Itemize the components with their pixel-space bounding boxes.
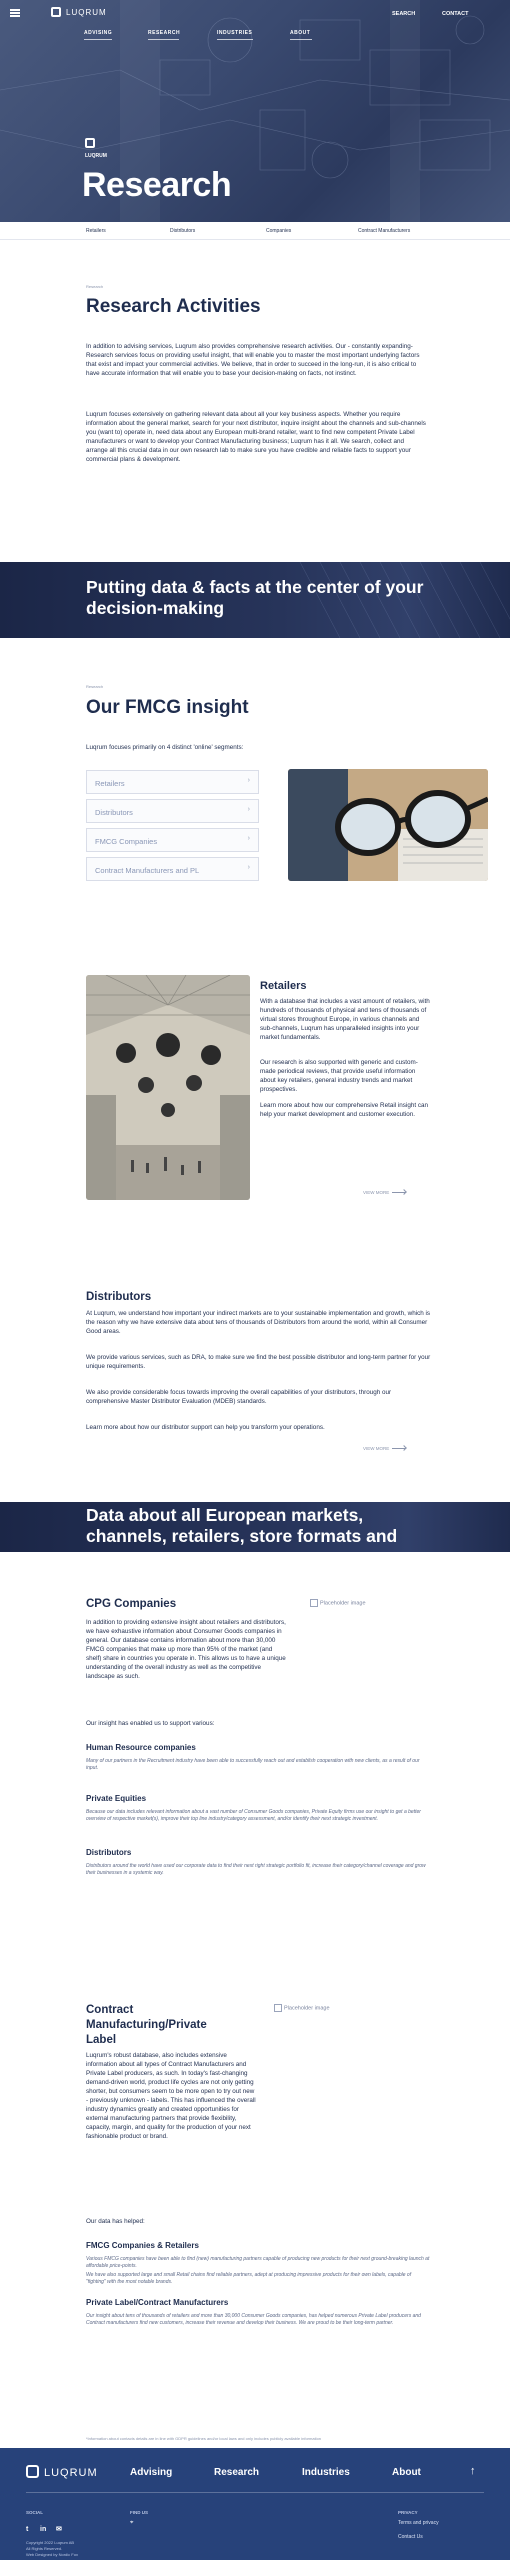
segment-distributors[interactable] xyxy=(86,799,259,823)
hero-banner xyxy=(0,0,510,222)
nav-advising[interactable]: ADVISING xyxy=(84,30,113,36)
email-icon[interactable]: ✉ xyxy=(56,2526,62,2533)
segment-contract-manufacturers-label: Contract Manufacturers and PL xyxy=(95,866,200,875)
distributors-title: Distributors xyxy=(86,1291,152,1303)
distributors-view-more-label: VIEW MORE xyxy=(363,1446,390,1451)
hamburger-menu-icon[interactable] xyxy=(10,9,20,17)
cpg-paragraph-2: Our insight has enabled us to support various: xyxy=(86,1720,215,1727)
chevron-right-icon: › xyxy=(247,806,250,813)
quote-band-title: Putting data & facts at the center of your decision-making xyxy=(86,577,424,618)
nav-research-underline xyxy=(148,39,179,40)
footer-divider xyxy=(26,2492,484,2493)
page-title: Research xyxy=(82,166,232,204)
linkedin-icon[interactable]: in xyxy=(40,2526,47,2533)
subnav-distributors-label: Distributors xyxy=(170,228,196,234)
cpg-pe-heading: Private Equities xyxy=(86,1794,147,1803)
nav-research[interactable]: RESEARCH xyxy=(148,30,181,36)
cpg-hr-heading: Human Resource companies xyxy=(86,1743,196,1752)
glasses-illustration xyxy=(288,769,488,881)
scroll-to-top-icon[interactable]: ↑ xyxy=(470,2465,476,2477)
chevron-right-icon: › xyxy=(247,864,250,871)
cpg-title: CPG Companies xyxy=(86,1598,177,1610)
chevron-right-icon: › xyxy=(247,777,250,784)
search-link[interactable]: SEARCH xyxy=(392,11,416,17)
arrow-right-icon xyxy=(392,1192,406,1193)
hero-logo-icon xyxy=(85,138,95,148)
footer-contact-link[interactable]: Contact Us xyxy=(398,2534,423,2540)
retail-mall-photo xyxy=(86,975,250,1200)
cpg-paragraph-1: In addition to providing extensive insight about retailers and distributors, we have exhaustive information about Consumer Goods companies in general. Our database contains information about more than 30,000 FMCG companies that make up more than 95% of the market (and shelf) share in countries you operate in. This allows us to have a unique understanding of the overall industry as well as the competitive landscape as such. xyxy=(86,1619,286,1680)
subnav-retailers-label: Retailers xyxy=(86,228,106,234)
glasses-photo xyxy=(288,769,488,881)
nav-about[interactable]: ABOUT xyxy=(290,30,311,36)
cpg-hr-text: Many of our partners in the Recruitment industry have been able to successfully reach out and establish cooperation with new clients, as a result of our input. xyxy=(86,1758,420,1771)
retailers-title: Retailers xyxy=(260,980,307,992)
nav-about-underline xyxy=(290,39,312,40)
cpg-distributors-heading: Distributors xyxy=(86,1848,132,1857)
footer-nav-advising[interactable]: Advising xyxy=(130,2467,173,2478)
nav-industries-underline xyxy=(217,39,253,40)
site-footer xyxy=(0,2448,510,2560)
footer-credit[interactable]: Web Designed by Nordic Fox xyxy=(26,2552,78,2557)
subnav-companies-label: Companies xyxy=(266,228,292,234)
footer-nav-industries[interactable]: Industries xyxy=(302,2467,350,2478)
distributors-paragraph-4: Learn more about how our distributor support can help you transform your operations. xyxy=(86,1424,325,1431)
footer-privacy-label: PRIVACY xyxy=(398,2510,418,2515)
top-bar xyxy=(0,0,510,28)
segment-contract-manufacturers[interactable] xyxy=(86,857,259,881)
subnav-distributors[interactable] xyxy=(170,228,195,234)
segment-fmcg-companies[interactable] xyxy=(86,828,259,852)
contact-link[interactable]: CONTACT xyxy=(442,11,469,17)
fmcg-breadcrumb[interactable]: Research xyxy=(86,684,104,689)
distributors-paragraph-3: We also provide considerable focus towards improving the overall capabilities of your distributors, through our comprehensive Master Distributor Evaluation (MDEB) standards. xyxy=(86,1389,392,1405)
contract-pl-text: Our insight about tens of thousands of retailers and more than 30,000 Consumer Goods companies, has helped numerous Private Label producers and Contract manufacturers find new customers, increase their revenue and develop their business. We are proud to be their long-term partner. xyxy=(86,2313,421,2326)
footer-logo-icon[interactable] xyxy=(26,2465,39,2478)
subnav-retailers[interactable] xyxy=(86,228,106,234)
retailers-paragraph-1: With a database that includes a vast amount of retailers, with hundreds of thousands of physical and tens of thousands of virtual stores throughout Europe, in various channels and sub-channels, Luqrum has unparalleled insights into your market fundamentals. xyxy=(260,998,430,1041)
logo-icon[interactable] xyxy=(51,7,61,17)
footer-social-label: SOCIAL xyxy=(26,2510,44,2515)
arrow-right-icon xyxy=(392,1448,406,1449)
hero-kicker: LUQRUM xyxy=(85,153,107,159)
contract-fmcg-text: Various FMCG companies have been able to find (new) manufacturing partners capable of producing new products for their next ground-breaking launch at affordable price-points. xyxy=(86,2256,430,2269)
retailers-paragraph-2: Our research is also supported with generic and custom-made periodical reviews, that provide useful information about key retailers, general industry trends and market prospectives. xyxy=(260,1059,418,1093)
distributors-paragraph-2: We provide various services, such as DRA, to make sure we find the best possible distributor and long-term partner for your unique requirements. xyxy=(86,1354,431,1370)
chevron-right-icon: › xyxy=(247,835,250,842)
activities-breadcrumb[interactable]: Research xyxy=(86,284,104,289)
footer-rights: All Rights Reserved. xyxy=(26,2546,63,2551)
distributors-view-more-link[interactable] xyxy=(363,1446,406,1451)
subnav-contract-manufacturers-label: Contract Manufacturers xyxy=(358,228,411,234)
footer-logo-text[interactable]: LUQRUM xyxy=(44,2467,98,2479)
segment-distributors-label: Distributors xyxy=(95,808,133,817)
contract-paragraph-1: Luqrum's robust database, also includes extensive information about all types of Contract Manufacturers and Private Label producers, as such. In today's fast-changing demand-driven world, product life cycles are not only getting shorter, but consumers seem to be more open to try out new - previously unknown - labels. This has influenced the overall industry dynamics greatly and created opportunities for external manufacturing partners that provide flexibility, capacity, margin, and quality for the production of your next fashionable product or brand. xyxy=(86,2052,256,2140)
gdpr-footnote: *Information about contacts details are in line with GDPR guidelines and/or local laws and only includes publicly available information xyxy=(86,2436,322,2441)
retailers-view-more-label: VIEW MORE xyxy=(363,1190,390,1195)
activities-paragraph-2: Luqrum focuses extensively on gathering relevant data about all your key business aspects. Whether you require information about the general market, search for your next distributor, inquire insight about the channels and sub-channels you (want to) operate in, need data about any European multi-brand retailer, want to find new competent Private Label manufacturers or want to develop your Contract Manufacturing business; Luqrum has it all. We search, collect and arrange all this crucial data in our own research lab to make sure you have credible and reliable facts to support your commercial plans & development. xyxy=(86,411,426,463)
distributors-paragraph-1: At Luqrum, we understand how important your indirect markets are to your sustainable implementation and growth, which is the reason why we have extensive data about tens of thousands of Distributors from around the world, within all Consumer Good areas. xyxy=(86,1310,431,1335)
subnav-companies[interactable] xyxy=(266,228,291,234)
footer-terms-link[interactable]: Terms and privacy xyxy=(398,2520,439,2526)
activities-paragraph-1: In addition to advising services, Luqrum also provides comprehensive research activities. Our - constantly expanding- Research services focus on providing useful insight, that will enable you to master the most important underlying factors that exist and impact your commercial activities. We believe, that in order to succeed in the long-run, it is also critical to have accurate information that will enable you to base your decision-making on facts, not instinct. xyxy=(86,343,420,377)
activities-title: Research Activities xyxy=(86,296,261,317)
subnav-contract-manufacturers[interactable] xyxy=(358,228,410,234)
footer-copyright: Copyright 2022 Luqrum AB xyxy=(26,2540,75,2545)
logo-text[interactable]: LUQRUM xyxy=(66,8,107,17)
fmcg-intro: Luqrum focuses primarily on 4 distinct 'online' segments: xyxy=(86,744,244,751)
quote-band xyxy=(0,562,510,638)
nav-industries[interactable]: INDUSTRIES xyxy=(217,30,253,36)
retailers-view-more-link[interactable] xyxy=(363,1190,406,1195)
footer-nav-research[interactable]: Research xyxy=(214,2467,260,2478)
segment-retailers-label: Retailers xyxy=(95,779,125,788)
markets-band xyxy=(0,1502,510,1552)
fmcg-title: Our FMCG insight xyxy=(86,697,249,718)
cpg-pe-text: Because our data includes relevant information about a vast number of Consumer Goods companies, Private Equity firms use our insight to get a better overview of respective market(s), improve their top line industry/category assessment, and/or identify their next strategic investment. xyxy=(86,1809,421,1822)
segment-retailers[interactable] xyxy=(86,770,259,794)
mall-illustration xyxy=(86,975,250,1200)
contract-retail-text: We have also supported large and small Retail chains find reliable partners, adept at producing impressive products for their own labels, capable of "fighting" with the most notable brands. xyxy=(86,2272,412,2285)
cpg-placeholder-image: Placeholder image xyxy=(310,1599,366,1607)
contract-pl-heading: Private Label/Contract Manufacturers xyxy=(86,2298,229,2307)
segment-fmcg-companies-label: FMCG Companies xyxy=(95,837,158,846)
contract-placeholder-image: Placeholder image xyxy=(274,2004,330,2012)
main-nav xyxy=(0,28,510,40)
section-subnav xyxy=(0,222,510,240)
contract-title: Contract Manufacturing/Private Label xyxy=(86,2004,207,2046)
twitter-icon[interactable]: t xyxy=(26,2526,29,2533)
contract-paragraph-2: Our data has helped: xyxy=(86,2218,145,2225)
footer-nav-about[interactable]: About xyxy=(392,2467,421,2478)
markets-band-title: Data about all European markets, channels, retailers, store formats and xyxy=(86,1505,398,1546)
retailers-paragraph-3: Learn more about how our comprehensive Retail insight can help your market development and customer execution. xyxy=(260,1102,429,1118)
contract-fmcg-heading: FMCG Companies & Retailers xyxy=(86,2241,199,2250)
nav-advising-underline xyxy=(84,39,112,40)
footer-find-us-label: FIND US xyxy=(130,2510,148,2515)
location-pin-icon[interactable]: ⌖ xyxy=(130,2520,134,2526)
cpg-distributors-text: Distributors around the world have used our corporate data to find their next right strategic portfolio fit, increase their category/channel coverage and grow their businesses in a systemic way. xyxy=(86,1863,426,1876)
